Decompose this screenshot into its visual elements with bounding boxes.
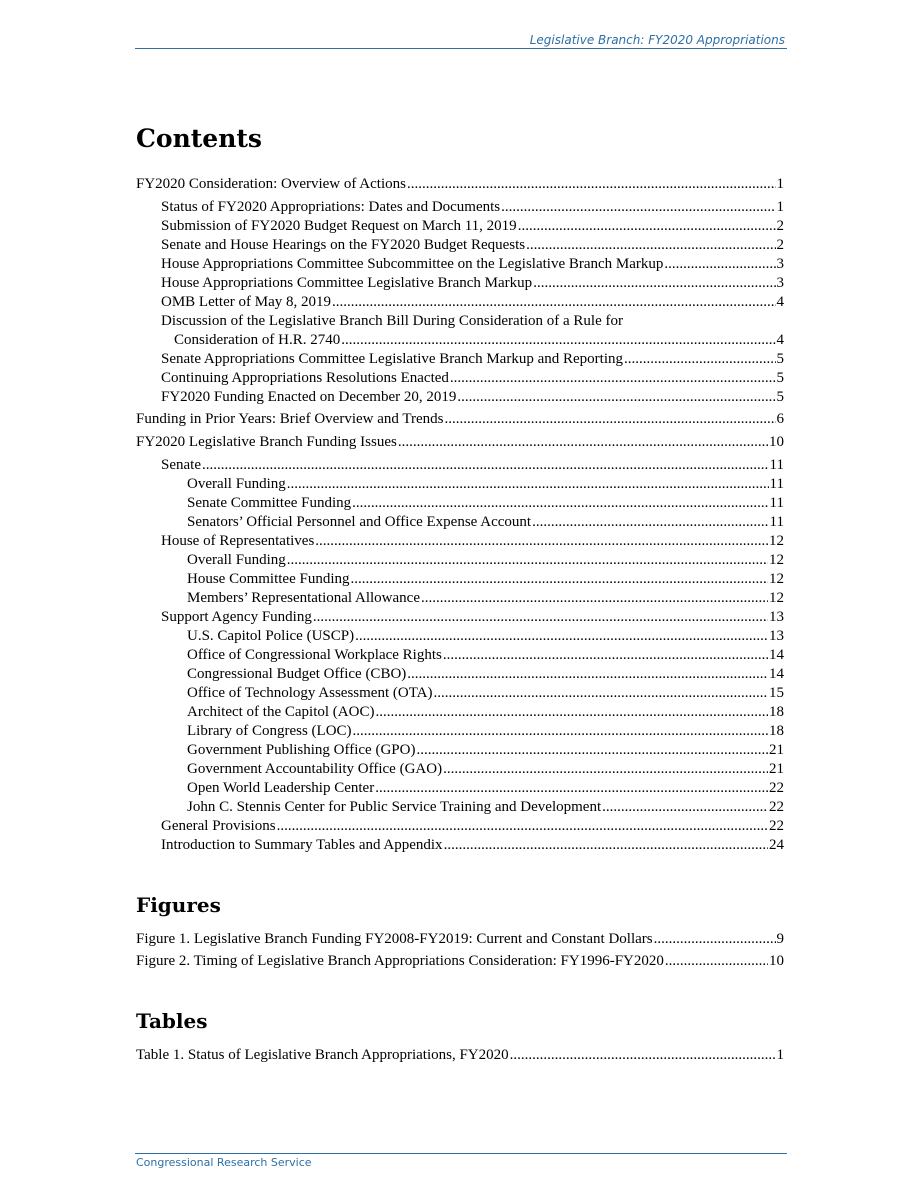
toc-entry-page-number: 11	[769, 514, 784, 530]
toc-entry-page-number: 18	[769, 704, 784, 720]
dot-leader	[375, 703, 768, 722]
contents-entry[interactable]	[136, 369, 784, 388]
toc-entry-title: FY2020 Consideration: Overview of Actions	[136, 176, 406, 192]
contents-entry[interactable]	[136, 236, 784, 255]
toc-entry-page-number: 14	[769, 666, 784, 682]
toc-entry-page-number: 18	[769, 723, 784, 739]
dot-leader	[421, 589, 768, 608]
toc-entry-title: Overall Funding	[187, 476, 286, 492]
toc-entry-title: Continuing Appropriations Resolutions Enacted	[161, 370, 449, 386]
header-divider	[135, 48, 787, 49]
contents-entry[interactable]	[136, 817, 784, 836]
toc-entry-page-number: 12	[769, 552, 784, 568]
dot-leader	[624, 350, 776, 369]
toc-entry-title: Senators’ Official Personnel and Office Expense Account	[187, 514, 532, 530]
dot-leader	[510, 1044, 776, 1066]
toc-entry-title: Table 1. Status of Legislative Branch Appropriations, FY2020	[136, 1047, 509, 1063]
dot-leader	[407, 175, 776, 194]
contents-entry[interactable]	[136, 779, 784, 798]
contents-entry[interactable]	[136, 836, 784, 855]
toc-entry-title: Figure 1. Legislative Branch Funding FY2008-FY2019: Current and Constant Dollars	[136, 931, 653, 947]
contents-entry[interactable]	[136, 494, 784, 513]
toc-entry-title: Introduction to Summary Tables and Appendix	[161, 837, 443, 853]
toc-entry-page-number: 12	[769, 590, 784, 606]
toc-entry-page-number: 5	[776, 370, 784, 386]
dot-leader	[526, 236, 775, 255]
toc-entry-title: Senate	[161, 457, 201, 473]
toc-entry-page-number: 4	[776, 294, 784, 310]
contents-entry[interactable]	[136, 513, 784, 532]
dot-leader	[664, 255, 775, 274]
toc-entry-title: Government Publishing Office (GPO)	[187, 742, 416, 758]
toc-entry-page-number: 14	[769, 647, 784, 663]
toc-entry-title: Senate and House Hearings on the FY2020 Budget Requests	[161, 237, 526, 253]
tables-heading: Tables	[136, 1009, 208, 1033]
dot-leader	[443, 646, 768, 665]
running-header-title: Legislative Branch: FY2020 Appropriations	[529, 33, 785, 47]
dot-leader	[353, 722, 768, 741]
dot-leader	[407, 665, 768, 684]
contents-entry[interactable]	[136, 274, 784, 293]
toc-entry-page-number: 12	[769, 533, 784, 549]
dot-leader	[443, 760, 768, 779]
contents-entry[interactable]	[136, 293, 784, 312]
contents-entry[interactable]	[136, 798, 784, 817]
toc-entry-page-number: 10	[769, 953, 784, 969]
dot-leader	[433, 684, 768, 703]
contents-entry[interactable]	[136, 646, 784, 665]
footer-organization: Congressional Research Service	[136, 1156, 312, 1169]
contents-entry[interactable]	[136, 589, 784, 608]
toc-entry-title: Government Accountability Office (GAO)	[187, 761, 443, 777]
toc-entry-title: House Appropriations Committee Legislative Branch Markup	[161, 275, 533, 291]
toc-entry-page-number: 11	[769, 495, 784, 511]
contents-entry[interactable]	[136, 388, 784, 407]
toc-entry-title: Architect of the Capitol (AOC)	[187, 704, 375, 720]
dot-leader	[444, 836, 768, 855]
toc-entry-title: Support Agency Funding	[161, 609, 312, 625]
toc-entry-page-number: 22	[769, 818, 784, 834]
tables-list	[136, 1044, 784, 1066]
dot-leader	[352, 494, 768, 513]
figures-entry[interactable]	[136, 950, 784, 972]
dot-leader	[202, 456, 769, 475]
toc-entry-title: Funding in Prior Years: Brief Overview and Trends	[136, 411, 444, 427]
contents-entry[interactable]	[136, 198, 784, 217]
contents-entry[interactable]	[136, 433, 784, 452]
dot-leader	[277, 817, 768, 836]
toc-entry-title: Office of Congressional Workplace Rights	[187, 647, 442, 663]
contents-entry[interactable]	[136, 175, 784, 194]
contents-list	[136, 175, 784, 855]
toc-entry-page-number: 11	[769, 457, 784, 473]
dot-leader	[341, 331, 775, 350]
toc-entry-title: House of Representatives	[161, 533, 315, 549]
toc-entry-page-number: 13	[769, 609, 784, 625]
dot-leader	[398, 433, 768, 452]
dot-leader	[665, 950, 768, 972]
toc-entry-page-number: 21	[769, 761, 784, 777]
toc-entry-title: FY2020 Legislative Branch Funding Issues	[136, 434, 397, 450]
toc-entry-title: Open World Leadership Center	[187, 780, 375, 796]
contents-entry[interactable]	[136, 684, 784, 703]
contents-entry[interactable]	[136, 760, 784, 779]
toc-entry-page-number: 3	[776, 275, 784, 291]
contents-entry[interactable]	[136, 456, 784, 475]
toc-entry-page-number: 11	[769, 476, 784, 492]
contents-entry[interactable]	[136, 627, 784, 646]
dot-leader	[450, 369, 776, 388]
dot-leader	[445, 410, 776, 429]
toc-entry-title: OMB Letter of May 8, 2019	[161, 294, 331, 310]
toc-entry-page-number: 4	[776, 332, 784, 348]
toc-entry-title: Office of Technology Assessment (OTA)	[187, 685, 433, 701]
contents-entry[interactable]	[136, 532, 784, 551]
toc-entry-title: Library of Congress (LOC)	[187, 723, 352, 739]
dot-leader	[332, 293, 776, 312]
toc-entry-title: Status of FY2020 Appropriations: Dates and Documents	[161, 199, 501, 215]
footer-divider	[135, 1153, 787, 1154]
toc-entry-page-number: 15	[769, 685, 784, 701]
dot-leader	[313, 608, 768, 627]
toc-entry-title: U.S. Capitol Police (USCP)	[187, 628, 355, 644]
toc-entry-page-number: 13	[769, 628, 784, 644]
toc-entry-page-number: 3	[776, 256, 784, 272]
tables-entry[interactable]	[136, 1044, 784, 1066]
toc-entry-title: Members’ Representational Allowance	[187, 590, 420, 606]
contents-entry[interactable]	[136, 475, 784, 494]
toc-entry-title: Overall Funding	[187, 552, 286, 568]
contents-entry[interactable]	[136, 703, 784, 722]
contents-entry[interactable]	[136, 608, 784, 627]
toc-entry-page-number: 1	[776, 176, 784, 192]
toc-entry-page-number: 1	[776, 199, 784, 215]
contents-entry[interactable]	[136, 722, 784, 741]
dot-leader	[351, 570, 769, 589]
contents-heading: Contents	[136, 124, 263, 153]
toc-entry-page-number: 1	[776, 1047, 784, 1063]
figures-heading: Figures	[136, 893, 221, 917]
toc-entry-title: House Appropriations Committee Subcommittee on the Legislative Branch Markup	[161, 256, 664, 272]
contents-entry[interactable]	[136, 350, 784, 369]
contents-entry[interactable]	[136, 255, 784, 274]
dot-leader	[375, 779, 768, 798]
toc-entry-page-number: 24	[769, 837, 784, 853]
toc-entry-title: Figure 2. Timing of Legislative Branch Appropriations Consideration: FY1996-FY2020	[136, 953, 664, 969]
dot-leader	[532, 513, 768, 532]
toc-entry-page-number: 22	[769, 799, 784, 815]
contents-entry[interactable]	[136, 312, 784, 331]
toc-entry-title: Senate Appropriations Committee Legislative Branch Markup and Reporting	[161, 351, 623, 367]
toc-entry-page-number: 2	[776, 218, 784, 234]
toc-entry-title: FY2020 Funding Enacted on December 20, 2019	[161, 389, 457, 405]
toc-entry-title: Senate Committee Funding	[187, 495, 352, 511]
toc-entry-title: Discussion of the Legislative Branch Bill During Consideration of a Rule for	[161, 313, 623, 329]
dot-leader	[654, 928, 776, 950]
toc-entry-page-number: 10	[769, 434, 784, 450]
dot-leader	[518, 217, 776, 236]
contents-entry[interactable]	[136, 331, 784, 350]
dot-leader	[315, 532, 768, 551]
toc-entry-title: General Provisions	[161, 818, 276, 834]
contents-entry[interactable]	[136, 410, 784, 429]
dot-leader	[602, 798, 768, 817]
toc-entry-page-number: 6	[776, 411, 784, 427]
contents-entry[interactable]	[136, 741, 784, 760]
toc-entry-title: John C. Stennis Center for Public Service Training and Development	[187, 799, 602, 815]
figures-entry[interactable]	[136, 928, 784, 950]
toc-entry-title: Consideration of H.R. 2740	[174, 332, 341, 348]
toc-entry-page-number: 2	[776, 237, 784, 253]
toc-entry-page-number: 5	[776, 351, 784, 367]
toc-entry-title: House Committee Funding	[187, 571, 350, 587]
toc-entry-page-number: 22	[769, 780, 784, 796]
toc-entry-page-number: 12	[769, 571, 784, 587]
contents-entry[interactable]	[136, 551, 784, 570]
contents-entry[interactable]	[136, 217, 784, 236]
dot-leader	[287, 551, 768, 570]
contents-entry[interactable]	[136, 570, 784, 589]
toc-entry-page-number: 9	[776, 931, 784, 947]
figures-list	[136, 928, 784, 972]
dot-leader	[457, 388, 775, 407]
contents-entry[interactable]	[136, 665, 784, 684]
dot-leader	[355, 627, 768, 646]
toc-entry-title: Submission of FY2020 Budget Request on March 11, 2019	[161, 218, 517, 234]
toc-entry-page-number: 21	[769, 742, 784, 758]
toc-entry-title: Congressional Budget Office (CBO)	[187, 666, 407, 682]
dot-leader	[416, 741, 768, 760]
toc-entry-page-number: 5	[776, 389, 784, 405]
dot-leader	[501, 198, 775, 217]
dot-leader	[287, 475, 769, 494]
dot-leader	[533, 274, 775, 293]
